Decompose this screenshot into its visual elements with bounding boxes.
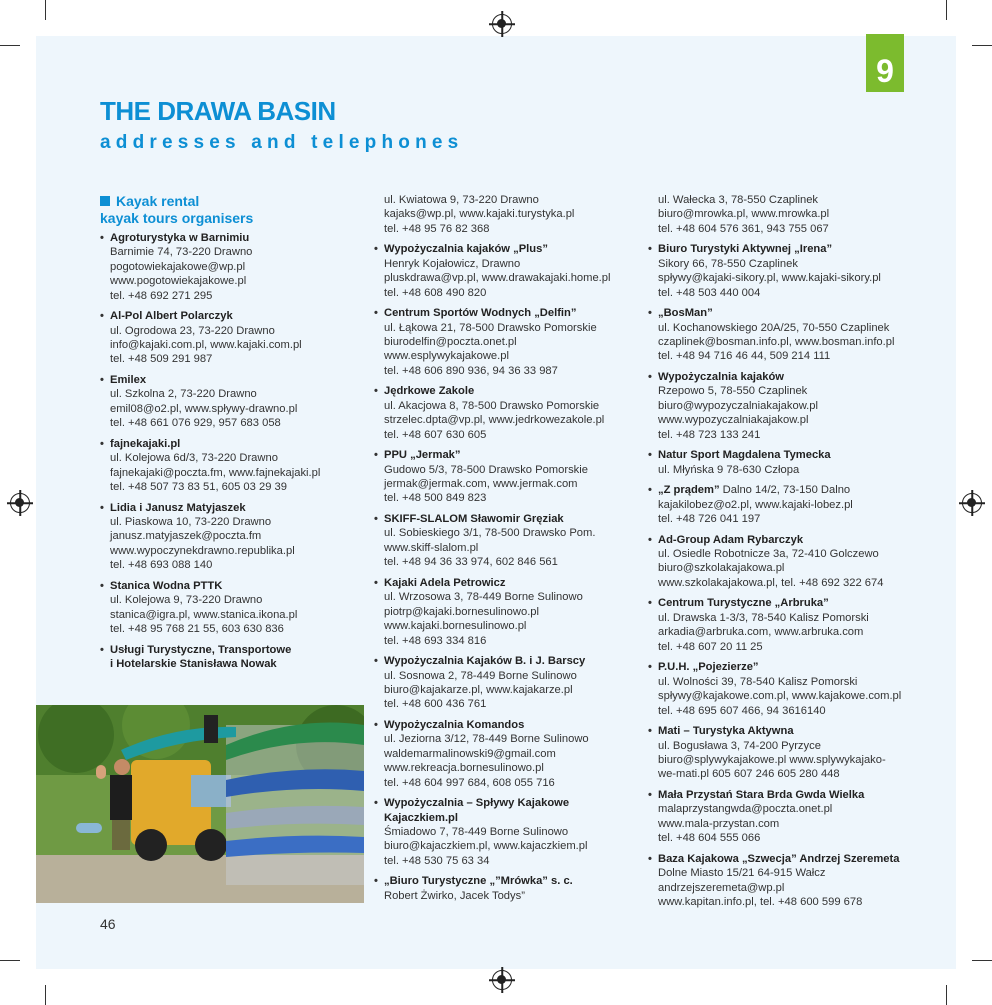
kayak-trailer-photo — [36, 705, 364, 903]
entry-name: • „Biuro Turystyczne „”Mrówka” s. c. — [384, 875, 573, 888]
entry-line: biuro@splywykajakowe.pl www.splywykajako- — [658, 753, 886, 766]
entry-name: • Al-Pol Albert Polarczyk — [110, 310, 233, 323]
list-item — [648, 448, 910, 477]
page-subtitle: addresses and telephones — [100, 132, 464, 153]
entry-line: ul. Młyńska 9 78-630 Człopa — [658, 463, 800, 476]
entry-line: tel. +48 606 890 936, 94 36 33 987 — [384, 364, 558, 377]
section-heading-line1: Kayak rental — [116, 193, 200, 209]
entry-line: Barnimie 74, 73-220 Drawno — [110, 246, 253, 259]
entry-name: • PPU „Jermak” — [384, 449, 461, 462]
entry-line: Gudowo 5/3, 78-500 Drawsko Pomorskie — [384, 463, 588, 476]
column-2 — [374, 193, 634, 909]
entry-line: tel. +48 530 75 63 34 — [384, 854, 490, 867]
entry-name: • „BosMan” — [658, 307, 713, 320]
entry-line: ul. Bogusława 3, 74-200 Pyrzyce — [658, 739, 821, 752]
list-item — [648, 596, 910, 654]
entry-name: • Centrum Sportów Wodnych „Delfin” — [384, 307, 577, 320]
crop-mark — [45, 985, 46, 1005]
list-item — [374, 306, 634, 378]
entry-line: waldemarmalinowski9@gmail.com — [384, 747, 556, 760]
section-heading — [100, 193, 360, 227]
entry-line: tel. +48 604 997 684, 608 055 716 — [384, 776, 555, 789]
entry-line: Dalno 14/2, 73-150 Dalno — [719, 484, 851, 497]
registration-mark-icon — [962, 493, 982, 513]
entry-line: fajnekajaki@poczta.fm, www.fajnekajaki.pl — [110, 466, 321, 479]
square-bullet-icon — [100, 196, 110, 206]
entry-line: biurodelfin@poczta.onet.pl — [384, 336, 517, 349]
entry-line: piotrp@kajaki.bornesulinowo.pl — [384, 605, 540, 618]
list-item — [100, 643, 360, 672]
entry-name: • fajnekajaki.pl — [110, 437, 181, 450]
entry-line: ul. Drawska 1-3/3, 78-540 Kalisz Pomorski — [658, 611, 869, 624]
list-item — [648, 483, 910, 526]
entry-name: • Ad-Group Adam Rybarczyk — [658, 533, 804, 546]
registration-mark-icon — [10, 493, 30, 513]
entry-name: • Jędrkowe Zakole — [384, 385, 475, 398]
entry-name: • P.U.H. „Pojezierze” — [658, 661, 759, 674]
entry-line: ul. Szkolna 2, 73-220 Drawno — [110, 388, 257, 401]
entry-line: kajaks@wp.pl, www.kajaki.turystyka.pl — [384, 208, 575, 221]
entry-line: czaplinek@bosman.info.pl, www.bosman.info.pl — [658, 336, 895, 349]
entry-line: ul. Kolejowa 9, 73-220 Drawno — [110, 594, 263, 607]
entry-name: • Kajaki Adela Petrowicz — [384, 576, 506, 589]
entry-line: ul. Piaskowa 10, 73-220 Drawno — [110, 516, 272, 529]
entry-name: • Wypożyczalnia Komandos — [384, 718, 525, 731]
entry-line: www.esplywykajakowe.pl — [384, 350, 509, 363]
entry-line: tel. +48 693 334 816 — [384, 634, 487, 647]
entry-line: ul. Osiedle Robotnicze 3a, 72-410 Golczewo — [658, 548, 879, 561]
entry-line: Sikory 66, 78-550 Czaplinek — [658, 257, 798, 270]
entry-name: i Hotelarskie Stanisława Nowak — [110, 658, 277, 671]
entry-line: www.kapitan.info.pl, tel. +48 600 599 678 — [658, 895, 863, 908]
entry-line: ul. Wałecka 3, 78-550 Czaplinek — [658, 194, 819, 206]
entry-line: biuro@szkolakajakowa.pl — [658, 562, 785, 575]
entry-line: www.mala-przystan.com — [658, 817, 780, 830]
entry-line: tel. +48 693 088 140 — [110, 559, 213, 572]
entry-line: www.rekreacja.bornesulinowo.pl — [384, 762, 544, 775]
entry-line: tel. +48 726 041 197 — [658, 513, 761, 526]
entry-line: Dolne Miasto 15/21 64-915 Wałcz — [658, 867, 826, 880]
chapter-number-tab: 9 — [866, 34, 904, 92]
entry-line: ul. Sobieskiego 3/1, 78-500 Drawsko Pom. — [384, 527, 596, 540]
crop-mark — [45, 0, 46, 20]
list-item — [374, 718, 634, 790]
entry-list — [100, 231, 360, 672]
entry-line: spływy@kajaki-sikory.pl, www.kajaki-sikory.pl — [658, 272, 881, 285]
entry-line: ul. Kolejowa 6d/3, 73-220 Drawno — [110, 452, 278, 465]
entry-line: ul. Wolności 39, 78-540 Kalisz Pomorski — [658, 675, 858, 688]
entry-name: • Wypożyczalnia – Spływy Kajakowe — [384, 797, 570, 810]
entry-name: • Stanica Wodna PTTK — [110, 579, 223, 592]
entry-name: • Wypożyczalnia Kajaków B. i J. Barscy — [384, 655, 586, 668]
entry-line: tel. +48 661 076 929, 957 683 058 — [110, 417, 281, 430]
entry-name: • Usługi Turystyczne, Transportowe — [110, 643, 292, 656]
crop-mark — [0, 45, 20, 46]
entry-line: tel. +48 604 576 361, 943 755 067 — [658, 222, 829, 235]
list-item — [374, 448, 634, 506]
entry-line: janusz.matyjaszek@poczta.fm — [110, 530, 262, 543]
entry-name: • Baza Kajakowa „Szwecja” Andrzej Szeremeta — [658, 852, 900, 865]
page-number: 46 — [100, 916, 116, 932]
entry-line: tel. +48 600 436 761 — [384, 698, 487, 711]
entry-line: Henryk Kojałowicz, Drawno — [384, 257, 521, 270]
entry-line: www.pogotowiekajakowe.pl — [110, 275, 247, 288]
entry-line: tel. +48 723 133 241 — [658, 428, 761, 441]
list-item — [100, 579, 360, 637]
list-item — [648, 660, 910, 718]
entry-line: tel. +48 95 76 82 368 — [384, 222, 490, 235]
entry-line: Rzepowo 5, 78-550 Czaplinek — [658, 385, 808, 398]
entry-line: emil08@o2.pl, www.spływy-drawno.pl — [110, 402, 298, 415]
list-item — [648, 852, 910, 910]
entry-name: • Mała Przystań Stara Brda Gwda Wielka — [658, 788, 865, 801]
entry-line: www.kajaki.bornesulinowo.pl — [384, 620, 527, 633]
list-item — [648, 306, 910, 364]
entry-line: tel. +48 604 555 066 — [658, 832, 761, 845]
entry-line: tel. +48 500 849 823 — [384, 492, 487, 505]
list-item — [648, 370, 910, 442]
entry-line: www.szkolakajakowa.pl, tel. +48 692 322 674 — [658, 576, 884, 589]
entry-line: spływy@kajakowe.com.pl, www.kajakowe.com.pl — [658, 690, 902, 703]
list-item — [100, 373, 360, 431]
entry-name: Kajaczkiem.pl — [384, 811, 458, 824]
entry-name: • Natur Sport Magdalena Tymecka — [658, 449, 831, 462]
entry-line: tel. +48 695 607 466, 94 3616140 — [658, 704, 826, 717]
entry-line: tel. +48 507 73 83 51, 605 03 29 39 — [110, 481, 287, 494]
list-item — [100, 231, 360, 303]
section-heading-line2: kayak tours organisers — [100, 210, 254, 226]
entry-line: tel. +48 692 271 295 — [110, 289, 213, 302]
entry-line: Robert Żwirko, Jacek Todys” — [384, 889, 525, 902]
list-item — [648, 788, 910, 846]
entry-name: • Biuro Turystyki Aktywnej „Irena” — [658, 243, 833, 256]
entry-name: „Z prądem” — [658, 484, 720, 497]
entry-line: biuro@kajakarze.pl, www.kajakarze.pl — [384, 683, 573, 696]
entry-line: tel. +48 607 20 11 25 — [658, 640, 763, 653]
list-item — [374, 796, 634, 868]
entry-line: kajakilobez@o2.pl, www.kajaki-lobez.pl — [658, 498, 853, 511]
entry-line: www.skiff-slalom.pl — [384, 541, 479, 554]
list-item — [100, 309, 360, 367]
entry-list — [374, 193, 634, 903]
list-item — [100, 501, 360, 573]
entry-name: • Centrum Turystyczne „Arbruka” — [658, 597, 829, 610]
entry-first-line — [658, 483, 910, 497]
crop-mark — [972, 960, 992, 961]
entry-line: andrzejszeremeta@wp.pl — [658, 881, 785, 894]
list-item — [374, 874, 634, 903]
entry-list — [648, 193, 910, 909]
entry-name: • Lidia i Janusz Matyjaszek — [110, 501, 246, 514]
entry-line: info@kajaki.com.pl, www.kajaki.com.pl — [110, 339, 302, 352]
entry-name: • SKIFF-SLALOM Sławomir Gręziak — [384, 513, 564, 526]
entry-line: Śmiadowo 7, 78-449 Borne Sulinowo — [384, 825, 569, 838]
registration-mark-icon — [492, 14, 512, 34]
entry-line: malaprzystangwda@poczta.onet.pl — [658, 803, 833, 816]
entry-line: ul. Wrzosowa 3, 78-449 Borne Sulinowo — [384, 591, 583, 604]
entry-line: jermak@jermak.com, www.jermak.com — [384, 478, 578, 491]
entry-line: pogotowiekajakowe@wp.pl — [110, 260, 246, 273]
crop-mark — [0, 960, 20, 961]
entry-line: ul. Jeziorna 3/12, 78-449 Borne Sulinowo — [384, 733, 589, 746]
list-item — [374, 512, 634, 570]
list-item — [374, 654, 634, 712]
list-item — [374, 242, 634, 300]
entry-line: arkadia@arbruka.com, www.arbruka.com — [658, 626, 864, 639]
crop-mark — [972, 45, 992, 46]
entry-line: tel. +48 608 490 820 — [384, 286, 487, 299]
entry-line: ul. Sosnowa 2, 78-449 Borne Sulinowo — [384, 669, 577, 682]
entry-line: www.wypozyczalniakajakow.pl — [658, 414, 809, 427]
list-item — [100, 437, 360, 495]
registration-mark-icon — [492, 970, 512, 990]
entry-line: pluskdrawa@vp.pl, www.drawakajaki.home.pl — [384, 272, 611, 285]
page-title: THE DRAWA BASIN — [100, 96, 336, 126]
list-item — [648, 533, 910, 591]
entry-line: stanica@igra.pl, www.stanica.ikona.pl — [110, 608, 298, 621]
entry-line: ul. Ogrodowa 23, 73-220 Drawno — [110, 324, 275, 337]
crop-mark — [946, 0, 947, 20]
list-item — [374, 384, 634, 442]
entry-name: • Agroturystyka w Barnimiu — [110, 232, 250, 244]
entry-line: ul. Akacjowa 8, 78-500 Drawsko Pomorskie — [384, 399, 600, 412]
entry-name: • Emilex — [110, 374, 147, 387]
kayak-trailer-photo-illustration — [36, 705, 364, 903]
entry-line: biuro@kajaczkiem.pl, www.kajaczkiem.pl — [384, 840, 588, 853]
list-item — [648, 242, 910, 300]
entry-line: ul. Kochanowskiego 20A/25, 70-550 Czaplinek — [658, 321, 890, 334]
entry-line: tel. +48 95 768 21 55, 603 630 836 — [110, 623, 284, 636]
crop-mark — [946, 985, 947, 1005]
entry-line: biuro@wypozyczalniakajakow.pl — [658, 399, 818, 412]
entry-line: ul. Kwiatowa 9, 73-220 Drawno — [384, 194, 539, 206]
entry-line: ul. Łąkowa 21, 78-500 Drawsko Pomorskie — [384, 321, 597, 334]
entry-name: • Mati – Turystyka Aktywna — [658, 725, 794, 738]
entry-name: • Wypożyczalnia kajaków „Plus” — [384, 243, 548, 256]
entry-line: tel. +48 94 36 33 974, 602 846 561 — [384, 556, 558, 569]
entry-line: tel. +48 607 630 605 — [384, 428, 487, 441]
list-item-continued — [648, 193, 910, 236]
entry-name: • Wypożyczalnia kajaków — [658, 371, 785, 384]
list-item-continued — [374, 193, 634, 236]
entry-line: biuro@mrowka.pl, www.mrowka.pl — [658, 208, 830, 221]
entry-line: tel. +48 503 440 004 — [658, 286, 761, 299]
column-1 — [100, 193, 360, 678]
entry-line: www.wypoczynekdrawno.republika.pl — [110, 544, 295, 557]
list-item — [374, 576, 634, 648]
column-3 — [648, 193, 910, 916]
list-item — [648, 724, 910, 782]
entry-line: we-mati.pl 605 607 246 605 280 448 — [658, 768, 840, 781]
entry-line: tel. +48 94 716 46 44, 509 214 111 — [658, 350, 831, 363]
entry-line: strzelec.dpta@vp.pl, www.jedrkowezakole.pl — [384, 414, 605, 427]
entry-line: tel. +48 509 291 987 — [110, 353, 213, 366]
